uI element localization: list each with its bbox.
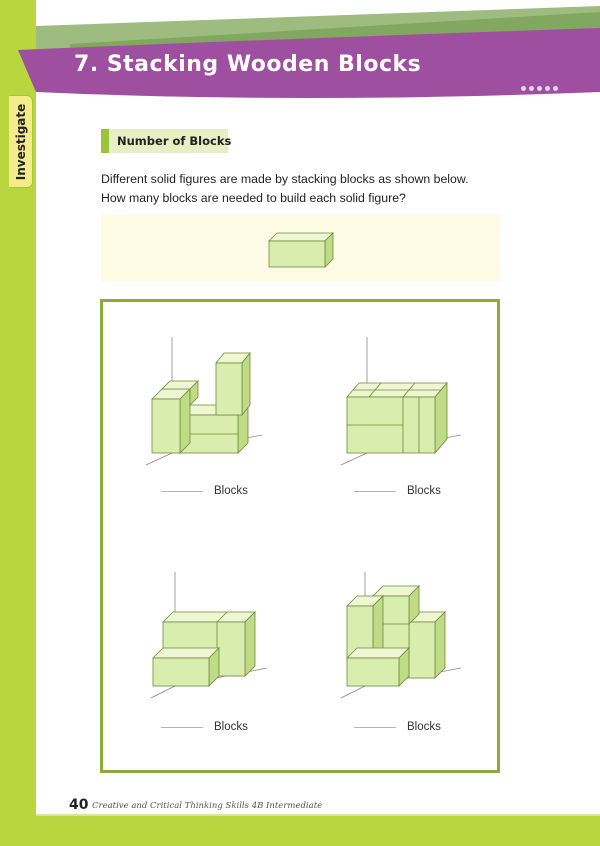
- answer-blank-2[interactable]: [354, 491, 396, 492]
- block-figure-2: [335, 335, 470, 467]
- answer-area-3: [161, 721, 248, 733]
- sample-block-illustration: [267, 229, 337, 271]
- answer-blank-1[interactable]: [161, 491, 203, 492]
- decorative-dots: [521, 86, 558, 91]
- block-figure-3: [145, 570, 275, 702]
- answer-label-3: Blocks: [214, 721, 248, 733]
- instructions: [101, 170, 501, 208]
- side-tab-label: Investigate: [13, 103, 28, 180]
- section-tag: Number of Blocks: [101, 129, 228, 153]
- answer-label-2: Blocks: [407, 485, 441, 497]
- answer-label-4: Blocks: [407, 721, 441, 733]
- side-tab: [9, 95, 33, 188]
- answer-area-1: [161, 485, 248, 497]
- instruction-line-1: Different solid figures are made by stacking blocks as shown below.: [101, 172, 469, 186]
- answer-blank-3[interactable]: [161, 727, 203, 728]
- answer-blank-4[interactable]: [354, 727, 396, 728]
- footer-divider: [36, 814, 600, 816]
- block-figure-4: [335, 570, 470, 702]
- answer-area-4: [354, 721, 441, 733]
- book-title: Creative and Critical Thinking Skills 4B Intermediate: [92, 801, 323, 811]
- answer-area-2: [354, 485, 441, 497]
- block-figure-1: [140, 335, 270, 467]
- instruction-line-2: How many blocks are needed to build each solid figure?: [101, 191, 406, 205]
- page-title: 7. Stacking Wooden Blocks: [74, 52, 422, 77]
- answer-label-1: Blocks: [214, 485, 248, 497]
- page-number: 40: [69, 797, 89, 813]
